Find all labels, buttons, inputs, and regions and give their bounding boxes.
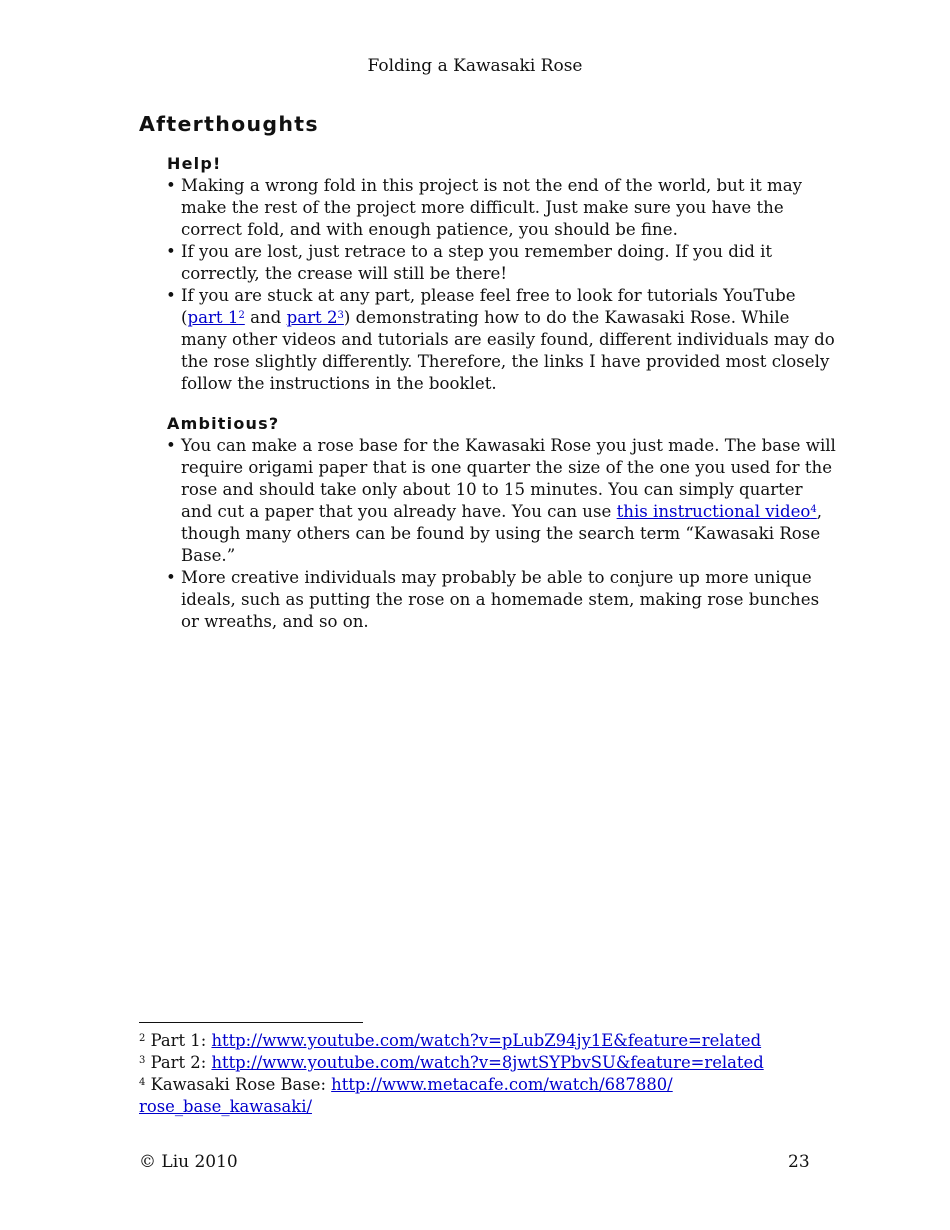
help-bullet-3-text-c: ) demonstrating how to do the Kawasaki Rose. While many other videos and tutorials are easily found, different individuals may do the rose slightly differently. Therefore, the links I have provided most closely follow the instructions in the booklet. bbox=[181, 308, 835, 393]
help-bullet-2: • If you are lost, just retrace to a step you remember doing. If you did it correctly, the crease will still be there! bbox=[166, 241, 836, 285]
help-bullet-3-text-a: If you are stuck at any part, please feel free to look for tutorials YouTube ( bbox=[181, 286, 796, 327]
footnote-2 bbox=[139, 1030, 829, 1052]
footnote-number: 3 bbox=[139, 1055, 146, 1066]
ambitious-list bbox=[166, 435, 836, 633]
help-section bbox=[166, 154, 836, 395]
part-2-link-text[interactable]: part 2 bbox=[286, 308, 338, 327]
footnote-3 bbox=[139, 1052, 829, 1074]
footnote-ref-2[interactable]: 2 bbox=[238, 310, 245, 321]
ambitious-heading: Ambitious? bbox=[167, 414, 280, 433]
help-bullet-3-text-b: and bbox=[244, 308, 287, 327]
footnote-4-url-link-continued[interactable]: rose_base_kawasaki/ bbox=[139, 1097, 312, 1116]
footnote-3-url-link[interactable]: http://www.youtube.com/watch?v=8jwtSYPbvSU&feature=related bbox=[211, 1053, 764, 1072]
section-heading-afterthoughts: Afterthoughts bbox=[139, 112, 319, 136]
footnote-4-url-link[interactable]: http://www.metacafe.com/watch/687880/ bbox=[331, 1075, 673, 1094]
footnote-label: Kawasaki Rose Base: bbox=[150, 1075, 332, 1094]
help-heading: Help! bbox=[167, 154, 222, 173]
instructional-video-link[interactable] bbox=[617, 502, 817, 521]
footnote-ref-3[interactable]: 3 bbox=[337, 310, 344, 321]
help-list bbox=[166, 175, 836, 395]
ambitious-bullet-1 bbox=[166, 435, 836, 567]
footnote-number: 2 bbox=[139, 1033, 146, 1044]
page-number: 23 bbox=[788, 1152, 810, 1172]
copyright-notice: © Liu 2010 bbox=[139, 1152, 238, 1172]
running-header: Folding a Kawasaki Rose bbox=[367, 56, 583, 76]
footnote-label: Part 2: bbox=[150, 1053, 212, 1072]
ambitious-bullet-2: • More creative individuals may probably be able to conjure up more unique ideals, such as putting the rose on a homemade stem, making rose bunches or wreaths, and so on. bbox=[166, 567, 836, 633]
part-1-link[interactable] bbox=[187, 308, 244, 327]
footnotes bbox=[139, 1030, 829, 1118]
footnote-2-url-link[interactable]: http://www.youtube.com/watch?v=pLubZ94jy1E&feature=related bbox=[211, 1031, 762, 1050]
footnote-4 bbox=[139, 1074, 829, 1118]
help-bullet-1: • Making a wrong fold in this project is not the end of the world, but it may make the rest of the project more difficult. Just make sure you have the correct fold, and with enough patience, you should be fine. bbox=[166, 175, 836, 241]
part-1-link-text[interactable]: part 1 bbox=[187, 308, 239, 327]
footnote-number: 4 bbox=[139, 1077, 146, 1088]
footnote-separator bbox=[139, 1022, 363, 1023]
footnote-ref-4[interactable]: 4 bbox=[810, 504, 817, 515]
part-2-link[interactable] bbox=[287, 308, 344, 327]
ambitious-section bbox=[166, 414, 836, 633]
footnote-label: Part 1: bbox=[150, 1031, 212, 1050]
instructional-video-link-text[interactable]: this instructional video bbox=[616, 502, 811, 521]
ambitious-bullet-1-text-a: You can make a rose base for the Kawasaki Rose you just made. The base will require origami paper that is one quarter the size of the one you used for the rose and should take only about 10 to 15 minutes. You can simply quarter and cut a paper that you already have. You can use bbox=[181, 436, 836, 521]
help-bullet-3 bbox=[166, 285, 836, 395]
ambitious-bullet-1-text-b: , though many others can be found by using the search term “Kawasaki Rose Base.” bbox=[181, 502, 823, 565]
